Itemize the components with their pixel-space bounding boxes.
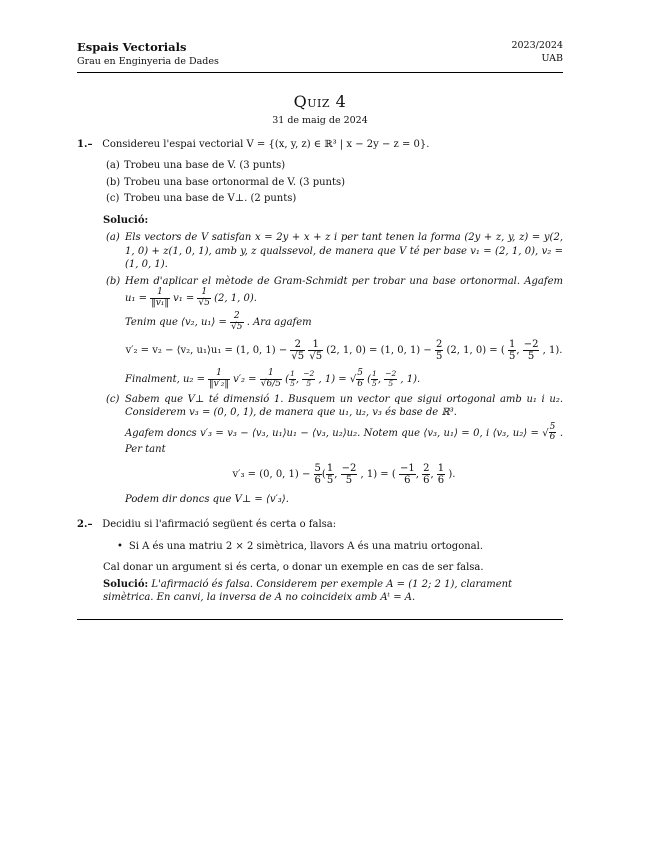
quiz-title: Quiz 4 — [293, 92, 347, 112]
solution-b: (b) Hem d'aplicar el mètode de Gram-Schmidt per trobar una base ortonormal. Agafem u₁ = $\frac{1}{\text{‖v₁‖}}$ v₁ = $\frac{1}{√5}$ (2, 1, 0). Tenim que ⟨v₂, u₁⟩ = $\frac{2}{√5}$ . Ara agafem v′₂ = v₂ − ⟨v₂, u₁⟩u₁ = (1, 0, 1) − $\frac{2}{√5}$ $\frac{1}{√5}$ (2, 1, 0) = (1, 0, 1) − $\frac{2}{5}$ (2, 1, 0) = ( $\frac{1}{5}$ , $\frac{-2}{5}$ , 1). Finalment, u₂ = $\frac{1}{\text{‖v′₂‖}}$ v′₂ = $\frac{1}{√6/5}$ ( $\frac{1}{5}$ , $\frac{-2}{5}$ , 1) = √ $\frac{5}{6}$ ( $\frac{1}{5}$ , $\frac{-2}{5}$ , 1). — [106, 275, 563, 389]
problem-1-statement: Considereu l'espai vectorial V = {(x, y, z) ∈ ℝ³ | x − 2y − z = 0}. — [102, 138, 430, 150]
problem-2-claim: • Si A és una matriu 2 × 2 simètrica, llavors A és una matriu ortogonal. — [117, 540, 484, 552]
part-c: (c) Trobeu una base de V⊥. (2 punts) — [106, 193, 297, 205]
problem-1-number: 1.– — [77, 138, 93, 150]
program-name: Grau en Enginyeria de Dades — [77, 55, 219, 67]
header-rule — [77, 72, 563, 73]
problem-2-instruction: Cal donar un argument si és certa, o donar un exemple en cas de ser falsa. — [103, 562, 484, 574]
document-page — [77, 40, 563, 620]
academic-year: 2023/2024 — [511, 40, 563, 51]
quiz-date: 31 de maig de 2024 — [272, 114, 368, 126]
solution-1 — [106, 231, 563, 506]
university-name: UAB — [541, 52, 563, 64]
problem-2-statement: Decidiu si l'afirmació següent és certa o falsa: — [102, 519, 337, 531]
solution-c: (c) Sabem que V⊥ té dimensió 1. Busquem un vector que sigui ortogonal amb u₁ i u₂. Considerem v₃ = (0, 0, 1), de manera que u₁, u₂, v₃ és base de ℝ³. Agafem doncs v′₃ = v₃ − ⟨v₃, u₁⟩u₁ − ⟨v₃, u₂⟩u₂. Notem que ⟨v₃, u₁⟩ = 0, i ⟨v₃, u₂⟩ = √ $\frac{5}{6}$ . Per tant v′₃ = (0, 0, 1) − $\frac{5}{6}$ ( $\frac{1}{5}$ , $\frac{-2}{5}$ , 1) = ( $\frac{-1}{6}$ , $\frac{2}{6}$ , $\frac{1}{6}$ ). Podem dir doncs que V⊥ = ⟨v′₃⟩. — [106, 393, 563, 505]
solution-2: Solució: L'afirmació és falsa. Considerem per exemple A = (1 2; 2 1), clarament simètrica. En canvi, la inversa de A no coincideix amb Aᵗ = A. — [103, 578, 513, 604]
solution-a: (a) Els vectors de V satisfan x = 2y + x + z i per tant tenen la forma (2y + z, y, z) = y(2, 1, 0) + z(1, 0, 1), amb y, z qualssevol, de manera que V té per base v₁ = (2, 1, 0), v₂ = (1, 0, 1). — [106, 232, 563, 271]
page-header — [77, 40, 563, 68]
problem-1 — [77, 138, 563, 507]
equation-v3-prime: v′₃ = (0, 0, 1) − $\frac{5}{6}$ ( $\frac{1}{5}$ , $\frac{-2}{5}$ , 1) = ( $\frac{-1}{6}$ , $\frac{2}{6}$ , $\frac{1}{6}$ ). — [232, 462, 456, 486]
problem-2 — [77, 518, 563, 605]
course-title: Espais Vectorials — [77, 40, 187, 54]
equation-v2-prime: v′₂ = v₂ − ⟨v₂, u₁⟩u₁ = (1, 0, 1) − $\frac{2}{√5}$ $\frac{1}{√5}$ (2, 1, 0) = (1, 0, 1) − $\frac{2}{5}$ (2, 1, 0) = ( $\frac{1}{5}$ , $\frac{-2}{5}$ , 1). — [125, 338, 563, 362]
part-a: (a) Trobeu una base de V. (3 punts) — [106, 160, 286, 172]
footer-rule — [77, 619, 563, 620]
problem-1-parts — [106, 159, 563, 206]
problem-2-number: 2.– — [77, 519, 93, 531]
part-b: (b) Trobeu una base ortonormal de V. (3 punts) — [106, 176, 346, 188]
solution-heading-1: Solució: — [103, 214, 149, 226]
